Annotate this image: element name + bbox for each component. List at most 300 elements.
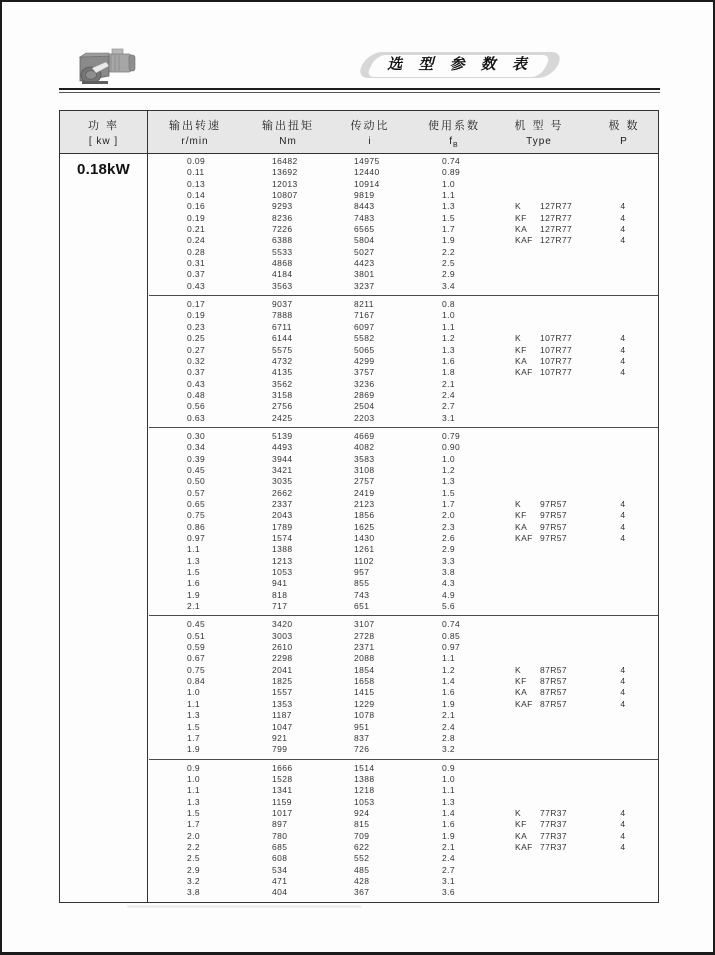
output-speed-value: 0.30 — [187, 430, 206, 441]
model-type-model: 97R57 — [540, 533, 568, 543]
output-speed-value: 0.32 — [187, 355, 206, 366]
model-type-model: 77R37 — [540, 830, 568, 841]
poles-value: 4 — [620, 533, 626, 543]
output-torque-value: 3035 — [272, 476, 293, 487]
service-factor-value: 1.6 — [442, 819, 456, 830]
service-factor-value: 2.7 — [442, 401, 456, 412]
ratio-value: 726 — [354, 744, 370, 755]
model-type — [515, 819, 567, 830]
service-factor-value: 0.74 — [442, 156, 461, 166]
table-row — [149, 269, 658, 280]
model-type — [515, 676, 567, 687]
service-factor-value: 1.7 — [442, 498, 456, 509]
table-row — [149, 356, 658, 367]
output-speed-value: 0.50 — [187, 476, 206, 487]
model-type-model: 127R77 — [540, 224, 573, 235]
model-type-model: 107R77 — [540, 344, 573, 355]
table-row — [149, 876, 658, 887]
table-row — [149, 322, 658, 333]
model-type-model: 77R37 — [540, 807, 568, 818]
table-row — [149, 465, 658, 476]
service-factor-value: 0.8 — [442, 299, 456, 310]
ratio-value: 6565 — [354, 224, 375, 235]
ratio-value: 957 — [354, 567, 370, 578]
service-factor-value: 1.5 — [442, 212, 456, 223]
service-factor-value: 2.9 — [442, 269, 456, 280]
poles-value: 4 — [620, 664, 626, 675]
poles-value: 4 — [620, 224, 626, 235]
output-torque-value: 3562 — [272, 378, 293, 389]
col-header-poles — [584, 111, 664, 147]
ratio-value: 4299 — [354, 355, 375, 366]
col-header-ratio-zh: 传动比 — [350, 120, 390, 132]
poles-value: 4 — [620, 333, 626, 344]
model-type-model: 87R57 — [540, 698, 568, 709]
col-header-service-factor-unit — [414, 133, 494, 149]
output-speed-value: 0.63 — [187, 412, 206, 423]
model-type-prefix: KAF — [515, 235, 533, 246]
service-factor-value: 2.7 — [442, 864, 456, 875]
poles-value: 4 — [620, 841, 626, 852]
service-factor-value: 0.85 — [442, 630, 461, 641]
output-torque-value: 2425 — [272, 412, 293, 423]
model-type-model: 87R57 — [540, 687, 568, 698]
output-speed-value: 0.31 — [187, 258, 206, 269]
table-row — [149, 190, 658, 201]
model-type-model: 97R57 — [540, 510, 568, 521]
output-speed-value: 1.0 — [187, 773, 201, 784]
service-factor-value: 0.97 — [442, 642, 461, 653]
output-speed-value: 0.37 — [187, 269, 206, 280]
output-torque-value: 4493 — [272, 442, 293, 453]
ratio-value: 4423 — [354, 258, 375, 269]
ratio-value: 1053 — [354, 796, 375, 807]
output-torque-value: 921 — [272, 732, 288, 743]
output-torque-value: 4184 — [272, 269, 293, 280]
output-speed-value: 1.3 — [187, 555, 201, 566]
service-factor-value: 1.3 — [442, 201, 456, 212]
service-factor-value: 1.0 — [442, 773, 456, 784]
ratio-value: 552 — [354, 853, 370, 864]
model-type-model: 107R77 — [540, 355, 573, 366]
table-row — [149, 156, 658, 167]
output-torque-value: 1017 — [272, 807, 293, 818]
output-torque-value: 5533 — [272, 246, 293, 257]
model-type — [515, 831, 567, 842]
output-torque-value: 7226 — [272, 224, 293, 235]
output-torque-value: 4868 — [272, 258, 293, 269]
table-row — [149, 224, 658, 235]
output-torque-value: 404 — [272, 887, 288, 898]
service-factor-value: 2.1 — [442, 378, 456, 389]
table-row — [149, 544, 658, 555]
poles-value: 4 — [620, 807, 626, 818]
output-speed-value: 0.48 — [187, 389, 206, 400]
output-speed-value: 0.11 — [187, 167, 205, 178]
service-factor-value: 2.0 — [442, 510, 456, 521]
output-speed-value: 0.75 — [187, 664, 206, 675]
output-torque-value: 3944 — [272, 453, 293, 464]
model-type-prefix: KF — [515, 819, 527, 830]
service-factor-value: 1.2 — [442, 333, 456, 344]
service-factor-value: 3.1 — [442, 875, 456, 886]
ratio-value: 1856 — [354, 510, 375, 521]
table-row — [149, 601, 658, 612]
model-type — [515, 510, 567, 521]
ratio-value: 14975 — [354, 156, 380, 166]
table-row — [149, 797, 658, 808]
table-row — [149, 258, 658, 269]
service-factor-value: 2.6 — [442, 533, 456, 543]
table-row — [149, 831, 658, 842]
poles-value: 4 — [620, 498, 626, 509]
output-torque-value: 2756 — [272, 401, 293, 412]
output-torque-value: 2337 — [272, 498, 293, 509]
output-speed-value: 1.1 — [187, 544, 201, 555]
model-type-model: 107R77 — [540, 333, 573, 344]
ratio-value: 1229 — [354, 698, 375, 709]
service-factor-value: 1.5 — [442, 487, 456, 498]
output-speed-value: 0.45 — [187, 619, 206, 630]
title-banner — [362, 52, 558, 78]
rating-groups — [149, 153, 658, 902]
model-type-model: 107R77 — [540, 367, 573, 378]
table-row — [149, 401, 658, 412]
model-type-model: 77R37 — [540, 841, 568, 852]
service-factor-value: 1.3 — [442, 344, 456, 355]
table-row — [149, 733, 658, 744]
poles-value: 4 — [620, 676, 626, 687]
output-speed-value: 0.57 — [187, 487, 206, 498]
poles-value: 4 — [620, 521, 626, 532]
output-speed-value: 0.43 — [187, 378, 206, 389]
col-header-service-factor — [414, 111, 494, 149]
table-row — [149, 299, 658, 310]
service-factor-value: 1.6 — [442, 687, 456, 698]
col-header-output-speed-zh: 输出转速 — [169, 120, 221, 132]
ratio-value: 622 — [354, 841, 370, 852]
ratio-value: 367 — [354, 887, 370, 898]
ratio-value: 1514 — [354, 762, 375, 773]
table-row — [149, 808, 658, 819]
model-type-model: 87R57 — [540, 664, 568, 675]
table-row — [149, 247, 658, 258]
service-factor-value: 1.7 — [442, 224, 456, 235]
model-type-model: 127R77 — [540, 235, 573, 246]
output-torque-value: 16482 — [272, 156, 298, 166]
ratio-value: 1625 — [354, 521, 375, 532]
output-torque-value: 3003 — [272, 630, 293, 641]
model-type — [515, 522, 567, 533]
model-type-prefix: KAF — [515, 841, 533, 852]
service-factor-value: 2.4 — [442, 721, 456, 732]
ratio-value: 2371 — [354, 642, 375, 653]
service-factor-value: 2.8 — [442, 732, 456, 743]
ratio-value: 1218 — [354, 785, 375, 796]
ratio-value: 855 — [354, 578, 370, 589]
gear-motor-illustration — [72, 46, 138, 88]
table-row — [149, 201, 658, 212]
output-speed-value: 0.97 — [187, 533, 206, 543]
poles-value: 4 — [620, 687, 626, 698]
fb-symbol: f — [449, 136, 454, 147]
ratio-value: 8443 — [354, 201, 375, 212]
output-torque-value: 897 — [272, 819, 288, 830]
poles-value: 4 — [620, 830, 626, 841]
output-speed-value: 2.2 — [187, 841, 201, 852]
service-factor-value: 0.9 — [442, 762, 456, 773]
model-type-prefix: KAF — [515, 533, 533, 543]
service-factor-value: 1.4 — [442, 807, 456, 818]
output-torque-value: 1159 — [272, 796, 292, 807]
table-row — [149, 687, 658, 698]
ratio-value: 3757 — [354, 367, 375, 378]
output-speed-value: 0.27 — [187, 344, 206, 355]
ratio-value: 2123 — [354, 498, 375, 509]
col-header-power — [60, 111, 148, 153]
output-torque-value: 534 — [272, 864, 288, 875]
output-speed-value: 0.17 — [187, 299, 206, 310]
output-speed-value: 0.19 — [187, 310, 206, 321]
service-factor-value: 1.8 — [442, 367, 456, 378]
output-speed-value: 0.84 — [187, 676, 206, 687]
service-factor-value: 2.4 — [442, 853, 456, 864]
output-speed-value: 2.0 — [187, 830, 201, 841]
output-torque-value: 3158 — [272, 389, 293, 400]
output-torque-value: 3421 — [272, 464, 293, 475]
table-row — [149, 631, 658, 642]
model-type-prefix: K — [515, 664, 522, 675]
ratio-value: 428 — [354, 875, 370, 886]
power-value: 0.18kW — [77, 161, 130, 178]
col-header-poles-zh: 极 数 — [608, 120, 640, 132]
service-factor-value: 1.1 — [442, 321, 456, 332]
output-torque-value: 818 — [272, 589, 288, 600]
table-row — [149, 665, 658, 676]
output-speed-value: 0.67 — [187, 653, 206, 664]
rating-group — [149, 295, 658, 427]
output-torque-value: 3563 — [272, 280, 293, 291]
model-type-prefix: KF — [515, 510, 527, 521]
table-row — [149, 510, 658, 521]
model-type — [515, 499, 567, 510]
output-speed-value: 1.5 — [187, 807, 201, 818]
output-torque-value: 1341 — [272, 785, 293, 796]
output-torque-value: 4732 — [272, 355, 293, 366]
table-row — [149, 213, 658, 224]
service-factor-value: 4.9 — [442, 589, 456, 600]
service-factor-value: 1.1 — [442, 190, 456, 201]
output-torque-value: 1825 — [272, 676, 293, 687]
table-row — [149, 310, 658, 321]
output-torque-value: 1187 — [272, 710, 292, 721]
table-row — [149, 653, 658, 664]
ratio-value: 2728 — [354, 630, 375, 641]
output-speed-value: 0.9 — [187, 762, 201, 773]
ratio-value: 4669 — [354, 430, 375, 441]
ratio-value: 1078 — [354, 710, 375, 721]
output-torque-value: 9037 — [272, 299, 293, 310]
ratio-value: 1415 — [354, 687, 375, 698]
table-row — [149, 853, 658, 864]
col-header-ratio-unit: i — [368, 136, 372, 147]
output-torque-value: 1053 — [272, 567, 293, 578]
model-type — [515, 345, 572, 356]
table-row — [149, 454, 658, 465]
col-header-model-type — [499, 111, 579, 147]
model-type-prefix: KA — [515, 355, 528, 366]
output-torque-value: 10807 — [272, 190, 298, 201]
model-type — [515, 213, 572, 224]
model-type — [515, 808, 567, 819]
ratio-value: 5804 — [354, 235, 375, 246]
rating-group — [149, 615, 658, 758]
ratio-value: 3237 — [354, 280, 375, 291]
output-speed-value: 0.23 — [187, 321, 206, 332]
ratio-value: 5065 — [354, 344, 375, 355]
ratio-value: 815 — [354, 819, 370, 830]
output-torque-value: 9293 — [272, 201, 293, 212]
table-row — [149, 476, 658, 487]
scan-artifact — [127, 905, 362, 908]
table-row — [149, 590, 658, 601]
output-torque-value: 1047 — [272, 721, 293, 732]
service-factor-value: 1.0 — [442, 178, 456, 189]
model-type-prefix: KF — [515, 344, 527, 355]
poles-value: 4 — [620, 698, 626, 709]
output-torque-value: 6144 — [272, 333, 293, 344]
table-row — [149, 413, 658, 424]
output-speed-value: 1.9 — [187, 589, 201, 600]
output-torque-value: 799 — [272, 744, 288, 755]
output-speed-value: 0.28 — [187, 246, 206, 257]
service-factor-value: 1.4 — [442, 676, 456, 687]
table-row — [149, 442, 658, 453]
table-row — [149, 722, 658, 733]
col-header-output-speed — [155, 111, 235, 147]
table-header — [60, 111, 658, 154]
table-row — [149, 431, 658, 442]
output-torque-value: 2298 — [272, 653, 293, 664]
table-row — [149, 167, 658, 178]
model-type-prefix: KAF — [515, 367, 533, 378]
output-speed-value: 1.0 — [187, 687, 201, 698]
output-torque-value: 1388 — [272, 544, 293, 555]
output-speed-value: 0.34 — [187, 442, 206, 453]
service-factor-value: 4.3 — [442, 578, 456, 589]
output-torque-value: 1213 — [272, 555, 293, 566]
poles-value: 4 — [620, 367, 626, 378]
output-torque-value: 685 — [272, 841, 288, 852]
service-factor-value: 1.2 — [442, 464, 456, 475]
service-factor-value: 3.6 — [442, 887, 456, 898]
table-row — [149, 676, 658, 687]
table-row — [149, 819, 658, 830]
table-body — [60, 153, 658, 902]
model-type — [515, 356, 572, 367]
service-factor-value: 1.3 — [442, 796, 456, 807]
service-factor-value: 1.1 — [442, 785, 456, 796]
output-speed-value: 0.09 — [187, 156, 206, 166]
output-torque-value: 1574 — [272, 533, 293, 543]
poles-value: 4 — [620, 355, 626, 366]
col-header-power-unit: [ kw ] — [88, 136, 119, 147]
output-speed-value: 3.8 — [187, 887, 201, 898]
output-torque-value: 8236 — [272, 212, 293, 223]
rating-group — [149, 759, 658, 902]
output-torque-value: 5139 — [272, 430, 293, 441]
service-factor-value: 2.4 — [442, 389, 456, 400]
output-torque-value: 1528 — [272, 773, 293, 784]
col-header-output-torque-unit: Nm — [279, 136, 297, 147]
service-factor-value: 0.89 — [442, 167, 461, 178]
output-torque-value: 2041 — [272, 664, 293, 675]
output-speed-value: 0.75 — [187, 510, 206, 521]
service-factor-value: 2.3 — [442, 521, 456, 532]
output-torque-value: 3420 — [272, 619, 293, 630]
col-header-output-torque-zh: 输出扭矩 — [262, 120, 314, 132]
ratio-value: 2203 — [354, 412, 375, 423]
ratio-value: 3107 — [354, 619, 375, 630]
col-header-power-zh: 功 率 — [87, 120, 120, 132]
output-torque-value: 7888 — [272, 310, 293, 321]
output-torque-value: 717 — [272, 601, 288, 612]
service-factor-value: 0.79 — [442, 430, 461, 441]
service-factor-value: 2.2 — [442, 246, 456, 257]
output-speed-value: 1.7 — [187, 819, 201, 830]
output-speed-value: 0.14 — [187, 190, 206, 201]
table-row — [149, 578, 658, 589]
service-factor-value: 2.5 — [442, 258, 456, 269]
rating-group — [149, 427, 658, 616]
model-type — [515, 533, 567, 544]
table-row — [149, 367, 658, 378]
table-row — [149, 642, 658, 653]
ratio-value: 743 — [354, 589, 370, 600]
ratio-value: 2419 — [354, 487, 375, 498]
output-torque-value: 2043 — [272, 510, 293, 521]
ratio-value: 709 — [354, 830, 370, 841]
output-torque-value: 1557 — [272, 687, 293, 698]
model-type-prefix: K — [515, 807, 522, 818]
model-type — [515, 842, 567, 853]
service-factor-value: 1.2 — [442, 664, 456, 675]
ratio-value: 9819 — [354, 190, 375, 201]
power-column — [60, 153, 148, 902]
poles-value: 4 — [620, 235, 626, 246]
table-row — [149, 556, 658, 567]
table-row — [149, 619, 658, 630]
output-speed-value: 0.86 — [187, 521, 206, 532]
model-type — [515, 224, 572, 235]
output-speed-value: 1.7 — [187, 732, 201, 743]
model-type-prefix: KAF — [515, 698, 533, 709]
model-type — [515, 367, 572, 378]
model-type — [515, 699, 567, 710]
service-factor-value: 1.6 — [442, 355, 456, 366]
model-type — [515, 665, 567, 676]
output-speed-value: 0.56 — [187, 401, 206, 412]
output-torque-value: 2662 — [272, 487, 293, 498]
output-speed-value: 3.2 — [187, 875, 201, 886]
table-row — [149, 842, 658, 853]
page-title: 选 型 参 数 表 — [387, 56, 533, 73]
output-torque-value: 471 — [272, 875, 288, 886]
ratio-value: 7167 — [354, 310, 375, 321]
ratio-value: 5582 — [354, 333, 375, 344]
ratio-value: 3236 — [354, 378, 375, 389]
ratio-value: 2088 — [354, 653, 375, 664]
